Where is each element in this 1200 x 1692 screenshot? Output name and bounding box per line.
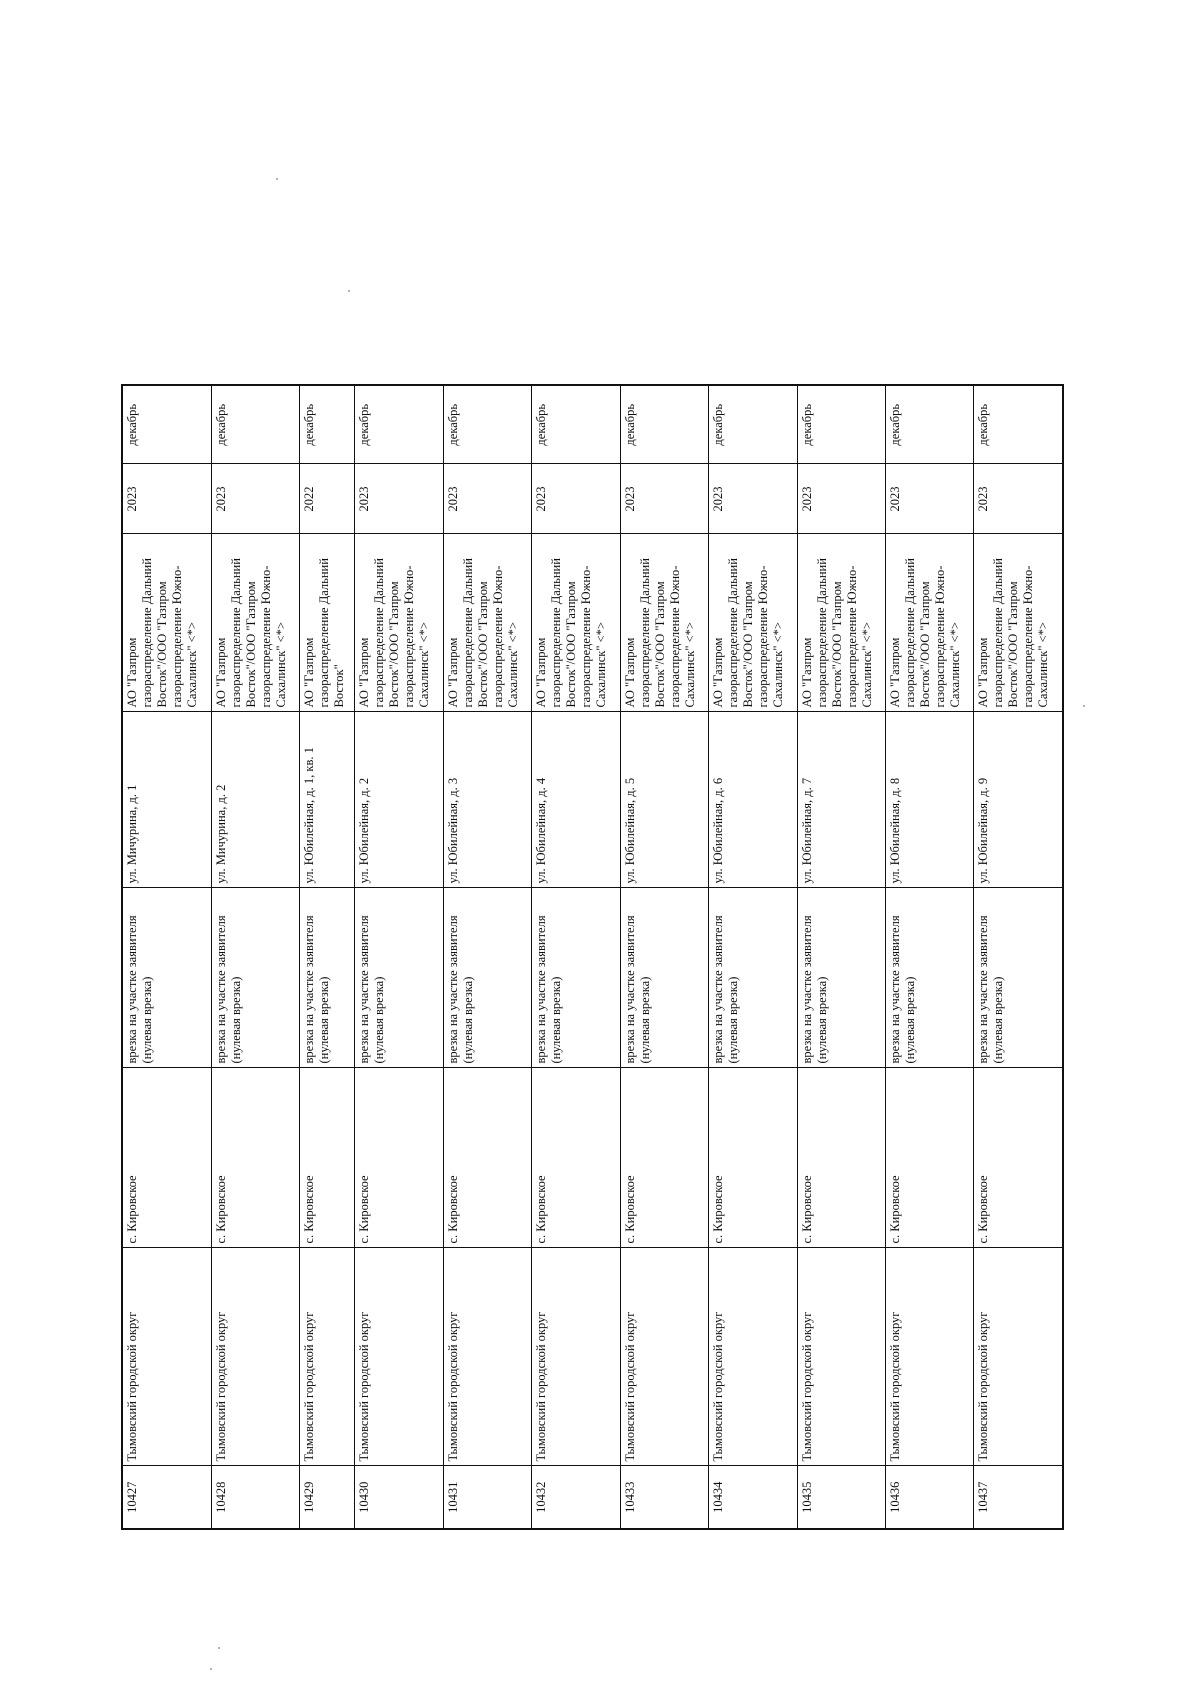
month-cell: декабрь: [885, 385, 973, 464]
address-cell: ул. Юбилейная, д. 6: [709, 712, 797, 888]
row-number-cell: 10437: [974, 1466, 1063, 1529]
settlement-cell: с. Кировское: [885, 1068, 973, 1248]
month-cell: декабрь: [797, 385, 885, 464]
work-type-cell: врезка на участке заявителя (нулевая врезка): [885, 888, 973, 1068]
table-row: [443, 385, 531, 1529]
month-cell: декабрь: [974, 385, 1063, 464]
month-cell: декабрь: [709, 385, 797, 464]
organization-cell: АО "Газпром газораспределение Дальний Восток"/ООО "Газпром газораспределение Южно-Сахалинск" <*>: [211, 534, 299, 712]
row-number-cell: 10436: [885, 1466, 973, 1529]
address-cell: ул. Юбилейная, д. 3: [443, 712, 531, 888]
year-cell: 2023: [885, 464, 973, 534]
district-cell: Тымовский городской округ: [122, 1248, 211, 1466]
address-cell: ул. Юбилейная, д. 2: [355, 712, 443, 888]
address-cell: ул. Юбилейная, д. 9: [974, 712, 1063, 888]
organization-cell: АО "Газпром газораспределение Дальний Восток"/ООО "Газпром газораспределение Южно-Сахалинск" <*>: [797, 534, 885, 712]
year-cell: 2023: [620, 464, 708, 534]
row-number-cell: 10431: [443, 1466, 531, 1529]
table-row: [974, 385, 1063, 1529]
work-type-cell: врезка на участке заявителя (нулевая врезка): [620, 888, 708, 1068]
year-cell: 2023: [355, 464, 443, 534]
rotated-table-container: [121, 386, 1064, 1530]
year-cell: 2023: [797, 464, 885, 534]
table-row: [355, 385, 443, 1529]
organization-cell: АО "Газпром газораспределение Дальний Восток"/ООО "Газпром газораспределение Южно-Сахалинск" <*>: [885, 534, 973, 712]
organization-cell: АО "Газпром газораспределение Дальний Восток"/ООО "Газпром газораспределение Южно-Сахалинск" <*>: [974, 534, 1063, 712]
organization-cell: АО "Газпром газораспределение Дальний Восток": [299, 534, 354, 712]
district-cell: Тымовский городской округ: [211, 1248, 299, 1466]
table-body: [122, 385, 1063, 1529]
table-row: [709, 385, 797, 1529]
row-number-cell: 10430: [355, 1466, 443, 1529]
organization-cell: АО "Газпром газораспределение Дальний Восток"/ООО "Газпром газораспределение Южно-Сахалинск" <*>: [122, 534, 211, 712]
scan-speck: [210, 1668, 212, 1670]
row-number-cell: 10427: [122, 1466, 211, 1529]
settlement-cell: с. Кировское: [974, 1068, 1063, 1248]
row-number-cell: 10434: [709, 1466, 797, 1529]
scan-speck: [1083, 705, 1085, 707]
work-type-cell: врезка на участке заявителя (нулевая врезка): [797, 888, 885, 1068]
organization-cell: АО "Газпром газораспределение Дальний Восток"/ООО "Газпром газораспределение Южно-Сахалинск" <*>: [709, 534, 797, 712]
year-cell: 2022: [299, 464, 354, 534]
work-type-cell: врезка на участке заявителя (нулевая врезка): [299, 888, 354, 1068]
year-cell: 2023: [443, 464, 531, 534]
organization-cell: АО "Газпром газораспределение Дальний Восток"/ООО "Газпром газораспределение Южно-Сахалинск" <*>: [532, 534, 620, 712]
work-type-cell: врезка на участке заявителя (нулевая врезка): [355, 888, 443, 1068]
scan-speck: [218, 1647, 220, 1649]
table-row: [211, 385, 299, 1529]
year-cell: 2023: [122, 464, 211, 534]
work-type-cell: врезка на участке заявителя (нулевая врезка): [974, 888, 1063, 1068]
work-type-cell: врезка на участке заявителя (нулевая врезка): [122, 888, 211, 1068]
settlement-cell: с. Кировское: [620, 1068, 708, 1248]
address-cell: ул. Мичурина, д. 1: [122, 712, 211, 888]
year-cell: 2023: [532, 464, 620, 534]
month-cell: декабрь: [211, 385, 299, 464]
district-cell: Тымовский городской округ: [797, 1248, 885, 1466]
year-cell: 2023: [974, 464, 1063, 534]
district-cell: Тымовский городской округ: [885, 1248, 973, 1466]
work-type-cell: врезка на участке заявителя (нулевая врезка): [443, 888, 531, 1068]
settlement-cell: с. Кировское: [211, 1068, 299, 1248]
organization-cell: АО "Газпром газораспределение Дальний Восток"/ООО "Газпром газораспределение Южно-Сахалинск" <*>: [620, 534, 708, 712]
work-type-cell: врезка на участке заявителя (нулевая врезка): [532, 888, 620, 1068]
month-cell: декабрь: [532, 385, 620, 464]
settlement-cell: с. Кировское: [122, 1068, 211, 1248]
row-number-cell: 10435: [797, 1466, 885, 1529]
table-row: [299, 385, 354, 1529]
table-row: [797, 385, 885, 1529]
settlement-cell: с. Кировское: [355, 1068, 443, 1248]
scan-speck: [276, 178, 278, 180]
work-type-cell: врезка на участке заявителя (нулевая врезка): [709, 888, 797, 1068]
district-cell: Тымовский городской округ: [620, 1248, 708, 1466]
address-cell: ул. Мичурина, д. 2: [211, 712, 299, 888]
year-cell: 2023: [709, 464, 797, 534]
gasification-schedule-table: [121, 384, 1064, 1530]
row-number-cell: 10432: [532, 1466, 620, 1529]
settlement-cell: с. Кировское: [709, 1068, 797, 1248]
table-row: [620, 385, 708, 1529]
year-cell: 2023: [211, 464, 299, 534]
organization-cell: АО "Газпром газораспределение Дальний Восток"/ООО "Газпром газораспределение Южно-Сахалинск" <*>: [355, 534, 443, 712]
settlement-cell: с. Кировское: [532, 1068, 620, 1248]
district-cell: Тымовский городской округ: [299, 1248, 354, 1466]
district-cell: Тымовский городской округ: [974, 1248, 1063, 1466]
table-row: [122, 385, 211, 1529]
address-cell: ул. Юбилейная, д. 1, кв. 1: [299, 712, 354, 888]
scan-speck: [348, 290, 350, 292]
month-cell: декабрь: [620, 385, 708, 464]
table-row: [885, 385, 973, 1529]
address-cell: ул. Юбилейная, д. 7: [797, 712, 885, 888]
district-cell: Тымовский городской округ: [443, 1248, 531, 1466]
settlement-cell: с. Кировское: [443, 1068, 531, 1248]
address-cell: ул. Юбилейная, д. 4: [532, 712, 620, 888]
row-number-cell: 10433: [620, 1466, 708, 1529]
address-cell: ул. Юбилейная, д. 5: [620, 712, 708, 888]
settlement-cell: с. Кировское: [299, 1068, 354, 1248]
work-type-cell: врезка на участке заявителя (нулевая врезка): [211, 888, 299, 1068]
row-number-cell: 10429: [299, 1466, 354, 1529]
month-cell: декабрь: [122, 385, 211, 464]
table-row: [532, 385, 620, 1529]
district-cell: Тымовский городской округ: [532, 1248, 620, 1466]
organization-cell: АО "Газпром газораспределение Дальний Восток"/ООО "Газпром газораспределение Южно-Сахалинск" <*>: [443, 534, 531, 712]
month-cell: декабрь: [443, 385, 531, 464]
month-cell: декабрь: [355, 385, 443, 464]
district-cell: Тымовский городской округ: [355, 1248, 443, 1466]
month-cell: декабрь: [299, 385, 354, 464]
settlement-cell: с. Кировское: [797, 1068, 885, 1248]
address-cell: ул. Юбилейная, д. 8: [885, 712, 973, 888]
row-number-cell: 10428: [211, 1466, 299, 1529]
district-cell: Тымовский городской округ: [709, 1248, 797, 1466]
